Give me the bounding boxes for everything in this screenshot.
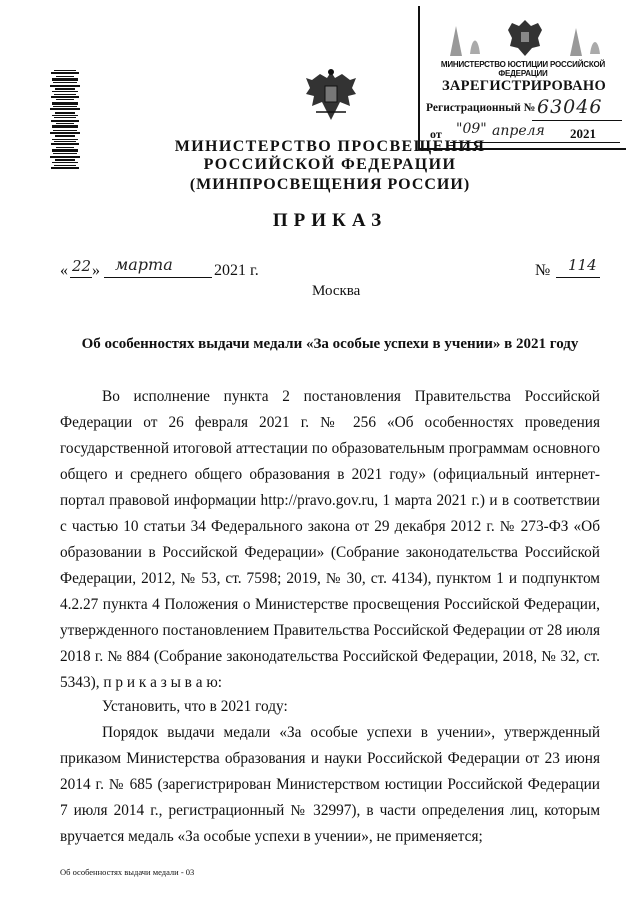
stamp-reg-number: 63046 (537, 96, 603, 118)
date-open-quote: « (60, 262, 68, 279)
ministry-short-name: (МИНПРОСВЕЩЕНИЯ РОССИИ) (189, 176, 471, 193)
stamp-date-day: "09" (456, 121, 487, 137)
body-paragraph-1: Во исполнение пункта 2 постановления Правительства Российской Федерации от 26 февраля 2021 г. № 256 «Об особенностях проведения государственной итоговой аттестации по образовательным программам основного общего и среднего общего образования в 2021 году» (официальный интернет-портал правовой информации http://pravo.gov.ru, 1 марта 2021 г.) и в соответствии с частью 10 статьи 34 Федерального закона от 29 декабря 2012 г. № 273-ФЗ «Об образовании в Российской Федерации» (Собрание законодательства Российской Федерации, 2012, № 53, ст. 7598; 2019, № 30, ст. 4134), пунктом 1 и подпунктом 4.2.27 пункта 4 Положения о Министерстве просвещения Российской Федерации, утвержденного постановлением Правительства Российской Федерации от 28 июля 2018 г. № 884 (Собрание законодательства Российской Федерации, 2018, № 32, ст. 5343), п р и к а з ы в а ю: (60, 388, 600, 691)
page-footer: Об особенностях выдачи медали - 03 (60, 867, 195, 877)
order-date-year: 2021 г. (214, 262, 259, 279)
stamp-reg-label: Регистрационный № (426, 102, 536, 114)
order-date-day: 22 (72, 257, 92, 275)
stamp-date-month: апреля (492, 123, 545, 139)
stamp-date-prefix: от (430, 127, 442, 141)
registration-stamp (418, 6, 626, 150)
barcode (50, 70, 80, 170)
body-paragraph-2: Установить, что в 2021 году: (102, 698, 288, 715)
stamp-ministry-text: МИНИСТЕРСТВО ЮСТИЦИИ РОССИЙСКОЙ ФЕДЕРАЦИИ (440, 60, 606, 78)
stamp-emblems (430, 16, 620, 58)
order-number-label: № (535, 262, 551, 279)
order-subject: Об особенностях выдачи медали «За особые успехи в учении» в 2021 году (81, 336, 579, 352)
coat-of-arms-emblem (300, 66, 362, 126)
order-date-month: марта (115, 255, 173, 274)
order-number: 114 (568, 256, 597, 274)
order-city: Москва (312, 283, 361, 299)
ministry-name-line1: МИНИСТЕРСТВО ПРОСВЕЩЕНИЯ (174, 138, 486, 155)
date-close-quote: » (92, 262, 100, 279)
body-paragraph-3: Порядок выдачи медали «За особые успехи в учении», утвержденный приказом Министерства образования и науки Российской Федерации от 23 июня 2014 г. № 685 (зарегистрирован Министерством юстиции Российской Федерации 7 июля 2014 г., регистрационный № 32997), в части определения лиц, которым вручается медаль «За особые успехи в учении», не применяется; (60, 724, 600, 845)
stamp-date-year: 2021 (570, 126, 596, 141)
ministry-name-line2: РОССИЙСКОЙ ФЕДЕРАЦИИ (203, 156, 457, 173)
document-title: ПРИКАЗ (272, 210, 388, 231)
stamp-registered-text: ЗАРЕГИСТРИРОВАНО (441, 78, 607, 94)
